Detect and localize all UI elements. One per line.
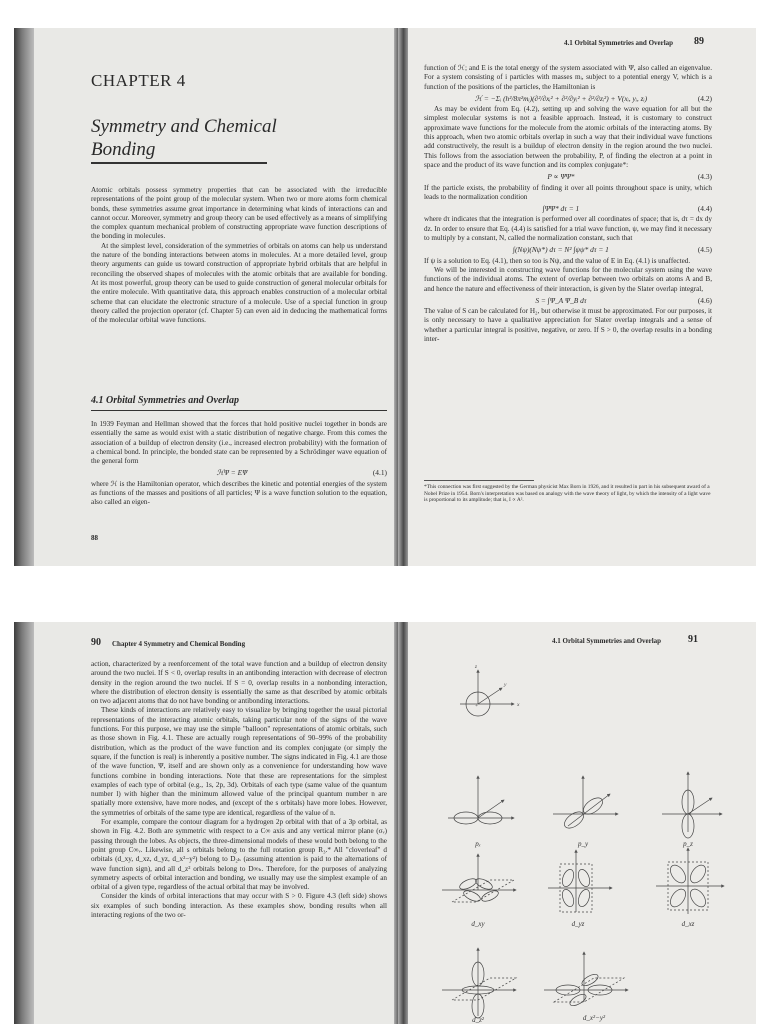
equation-4-4-number: (4.4) bbox=[697, 204, 712, 214]
page-number: 91 bbox=[688, 634, 698, 645]
paragraph-1: action, characterized by a reenforcement of the total wave function and a buildup of electron density around the two nuclei. If S < 0, overlap results in an antibonding interaction with decrease of electron density in the region around the two nuclei. If S = 0, overlap results in a nonbonding interaction, where the distribution of electron density is essentially the same as that described by atomic orbitals on two adjacent atoms that do not have bonding or antibonding interactions. bbox=[91, 660, 387, 706]
px-label: pₓ bbox=[475, 840, 481, 848]
footnote: *This connection was first suggested by the German physicist Max Born in 1926, and it resulted in part in his subsequent award of a Nobel Prize in 1954. Born's interpretation was based on analogy with the wave theory of light, by which the intensity of a light wave is proportional to its amplitude; that is, I ∝ A². bbox=[424, 484, 711, 504]
equation-4-2 bbox=[424, 94, 712, 103]
running-head: 4.1 Orbital Symmetries and Overlap bbox=[552, 637, 662, 645]
bottom-book-spread bbox=[0, 622, 768, 1024]
equation-4-4 bbox=[424, 204, 712, 213]
equation-4-3 bbox=[424, 172, 712, 181]
chapter-title bbox=[91, 115, 277, 161]
s-axis-z-label: z bbox=[474, 664, 478, 670]
page-89 bbox=[398, 28, 756, 566]
equation-4-5-expr: ∫(Nψ)(Nψ*) dτ = N² ∫ψψ* dτ = 1 bbox=[512, 245, 609, 255]
section-paragraph-2: where ℋ is the Hamiltonian operator, which describes the kinetic and potential energies of the system as functions of the masses and positions of all particles; Ψ is a wave function solution to the equation, also called an eigen- bbox=[91, 479, 387, 507]
paragraph-3: If the particle exists, the probability of finding it over all points throughout space is unity, which leads to the normalization condition bbox=[424, 183, 712, 201]
equation-4-1-number: (4.1) bbox=[372, 468, 387, 478]
paragraph-3: For example, compare the contour diagram for a hydrogen 2p orbital with that of a 3p orbital, as shown in Fig. 4.2. Both are symmetric with respect to a C∞ axis and any vertical mirror plane (σᵥ) passing through the lobes. As objects, the three-dimensional models of these would both belong to the point group C∞ᵥ. Likewise, all s orbitals belong to the full rotation group R₃.* All "cloverleaf" d orbitals (d_xy, d_xz, d_yz, d_x²−y²) belong to D₂ₕ (assuming attention is paid to the alternations of wave function sign), and all d_z² orbitals belong to D∞ₕ. Therefore, for the purposes of analyzing symmetry aspects of orbital interaction and bonding, we usually may use the simplest example of an orbital of a given type, regardless of the actual orbital that may be involved. bbox=[91, 818, 387, 892]
py-orbital-diagram bbox=[553, 776, 618, 831]
running-head: 4.1 Orbital Symmetries and Overlap bbox=[564, 39, 674, 47]
equation-4-6 bbox=[424, 296, 712, 305]
section-rule bbox=[91, 410, 387, 411]
orbital-figure bbox=[398, 622, 756, 1024]
equation-4-3-number: (4.3) bbox=[697, 172, 712, 182]
s-orbital-diagram bbox=[460, 670, 514, 716]
dxy-orbital-diagram bbox=[442, 854, 516, 903]
paragraph-4: where dτ indicates that the integration is performed over all coordinates of space; that is, dτ = dx dy dz. In order to ensure that Eq. (4.4) is satisfied for a trial wave function, ψ, we may find it necessary to multiply by a constant, N, called the normalization constant, such that bbox=[424, 215, 712, 243]
intro-paragraph-2: At the simplest level, consideration of the symmetries of orbitals on atoms can help us understand the nature of the bonding interactions between atoms in molecules. At a more detailed level, group theory arguments can guide us toward construction of appropriate hybrid orbitals that are helpful in reconciling the observed shapes of molecules with the atomic orbitals that are available for bonding. At its most powerful, group theory can be used to guide construction of general molecular orbitals for the entire molecule. With quantitative data, this approach enables construction of a molecular orbital scheme that can elucidate the electronic structure of a molecule. Use of a special function in group theory called the projection operator (cf. Chapter 5) can even aid in deducing the mathematical forms of the molecular orbital wave functions. bbox=[91, 241, 387, 325]
py-label: p_y bbox=[577, 840, 589, 848]
top-book-spread bbox=[0, 28, 768, 566]
dx2y2-orbital-diagram bbox=[544, 952, 628, 1008]
page-90 bbox=[14, 622, 404, 1024]
s-axis-y-label: y bbox=[504, 682, 507, 688]
paragraph-2: As may be evident from Eq. (4.2), setting up and solving the wave equation for all but the simplest molecular systems is not a feasible approach. Instead, it is customary to construct approximate wave functions for the molecule from the atomic orbitals of the interacting atoms. By this approach, when two atomic orbitals overlap in such a way that their individual wave functions add constructively, the result is a buildup of electron density in the region around the two nuclei. This follows from the association between the probability, P, of finding the electron at a point in space and the product of its wave function and its complex conjugate*: bbox=[424, 105, 712, 169]
chapter-title-line-1: Symmetry and Chemical bbox=[91, 116, 277, 137]
dxy-label: d_xy bbox=[471, 920, 485, 928]
dxz-label: d_xz bbox=[681, 920, 695, 928]
footnote-rule bbox=[424, 480, 534, 481]
paragraph-5: If ψ is a solution to Eq. (4.1), then so too is Nψ, and the value of E in Eq. (4.1) is unaffected. bbox=[424, 256, 691, 265]
equation-4-1-expr: ℋΨ = EΨ bbox=[216, 468, 248, 478]
pz-orbital-diagram bbox=[662, 772, 722, 838]
paragraph-1: function of ℋ; and E is the total energy of the system associated with Ψ, also called an eigenvalue. For a system consisting of i particles with masses mᵢ, subject to a potential energy V, which is a function of the positions of the particles, the Hamiltonian is bbox=[424, 64, 712, 91]
equation-4-6-expr: S = ∫Ψ_A Ψ_B dτ bbox=[535, 295, 587, 305]
dxz-orbital-diagram bbox=[656, 848, 724, 914]
section-text bbox=[91, 420, 387, 508]
dz2-label: d_z² bbox=[472, 1016, 484, 1024]
main-text bbox=[424, 64, 712, 344]
equation-4-5 bbox=[424, 245, 712, 254]
dyz-orbital-diagram bbox=[548, 850, 612, 912]
s-sign-plus: + bbox=[475, 703, 479, 709]
equation-4-2-expr: ℋ = −Σᵢ (h²/8π²mᵢ)(∂²/∂xᵢ² + ∂²/∂yᵢ² + ∂²/∂zᵢ²) + V(xᵢ, yᵢ, zᵢ) bbox=[474, 93, 648, 103]
section-paragraph-1: In 1939 Feyman and Hellman showed that the forces that hold positive nuclei together in bonds are essentially the same as would exist with a static distribution of negative charge. From this comes the association of a buildup of electron density (i.e., increased electron probability) with the formation of a chemical bond. In principle, the bonded state can be represented by a Schrödinger wave equation of the general form bbox=[91, 420, 387, 466]
book-binding-shadow bbox=[14, 28, 34, 566]
page-number: 90 bbox=[91, 637, 101, 648]
intro-text bbox=[91, 186, 387, 325]
section-heading: 4.1 Orbital Symmetries and Overlap bbox=[91, 395, 240, 406]
page-91 bbox=[398, 622, 756, 1024]
book-binding-shadow bbox=[14, 622, 34, 1024]
equation-4-3-expr: P ∝ ΨΨ* bbox=[547, 172, 575, 182]
dx2y2-label: d_x²−y² bbox=[582, 1014, 606, 1022]
chapter-label: CHAPTER 4 bbox=[91, 71, 186, 90]
main-text bbox=[91, 660, 387, 920]
equation-4-4-expr: ∫ΨΨ* dτ = 1 bbox=[542, 204, 580, 214]
page-88 bbox=[14, 28, 404, 566]
pz-label: p_z bbox=[683, 840, 693, 848]
paragraph-6: We will be interested in constructing wave functions for the molecular system using the wave functions of the individual atoms. The extent of overlap between two orbitals on atoms A and B, and hence the nature and effectiveness of their interaction, is given by the Slater overlap integral, bbox=[424, 265, 712, 293]
gutter-shadow bbox=[398, 28, 408, 566]
equation-4-2-number: (4.2) bbox=[697, 93, 712, 103]
running-head: Chapter 4 Symmetry and Chemical Bonding bbox=[112, 640, 246, 648]
dz2-orbital-diagram bbox=[442, 948, 516, 1018]
title-rule bbox=[91, 162, 267, 164]
intro-paragraph-1: Atomic orbitals possess symmetry properties that can be associated with the irreducible representations of the point group of the molecular system. When two or more atoms form chemical bonds, these symmetries assume great importance in determining what kinds of interactions can and cannot occur. Moreover, symmetry and group theory can be used effectively as a means of simplifying the complex quantum mechanical problem of constructing appropriate wave function descriptions of the bonding in molecules. bbox=[91, 186, 387, 241]
equation-4-5-number: (4.5) bbox=[697, 245, 712, 255]
paragraph-2: These kinds of interactions are relatively easy to visualize by bringing together the usual pictorial representations of the interacting atomic orbitals, taking particular note of the signs of the wave functions. For this purpose, we may use the simple "balloon" representations of atomic orbitals, such as those shown in Fig. 4.1. These are actually rough representations of 90–99% of the probability distribution, which as the product of the wave function and its complex conjugate (or simply the square, if the function is real) is inherently a positive number. The signs indicated in Fig. 4.1 are those of the wave function, Ψ, itself and are shown only as a convenience for understanding how wave functions combine in bonding interactions. Note that these are representations for the simplest examples of each type of orbital (e.g., 1s, 2p, 3d). Orbitals of each type (same value of the quantum number l) with higher than the minimum allowed value of the principal quantum number n are spatially more extensive, have more nodes, and (except of the s orbitals) have more lobes. However, the symmetries of orbitals of the same type are identical, regardless of the value of n. bbox=[91, 706, 387, 817]
page-number: 88 bbox=[91, 534, 98, 542]
s-axis-x-label: x bbox=[517, 702, 520, 708]
px-orbital-diagram bbox=[448, 776, 514, 824]
dyz-label: d_yz bbox=[571, 920, 585, 928]
page-number: 89 bbox=[694, 36, 704, 47]
equation-4-1 bbox=[91, 468, 387, 477]
chapter-title-line-2: Bonding bbox=[91, 139, 156, 160]
paragraph-4: Consider the kinds of orbital interactions that may occur with S > 0. Figure 4.3 (left side) shows six examples of such bonding interaction. As these examples show, bonding results when all interacting regions of the two or- bbox=[91, 892, 387, 920]
paragraph-7: The value of S can be calculated for H₂, but otherwise it must be approximated. For our purposes, it is only necessary to have a qualitative appreciation for Slater overlap integrals and a sense of whether a particular integral is positive, negative, or zero. If S > 0, the overlap results in a bonding inter- bbox=[424, 307, 712, 344]
equation-4-6-number: (4.6) bbox=[697, 295, 712, 305]
